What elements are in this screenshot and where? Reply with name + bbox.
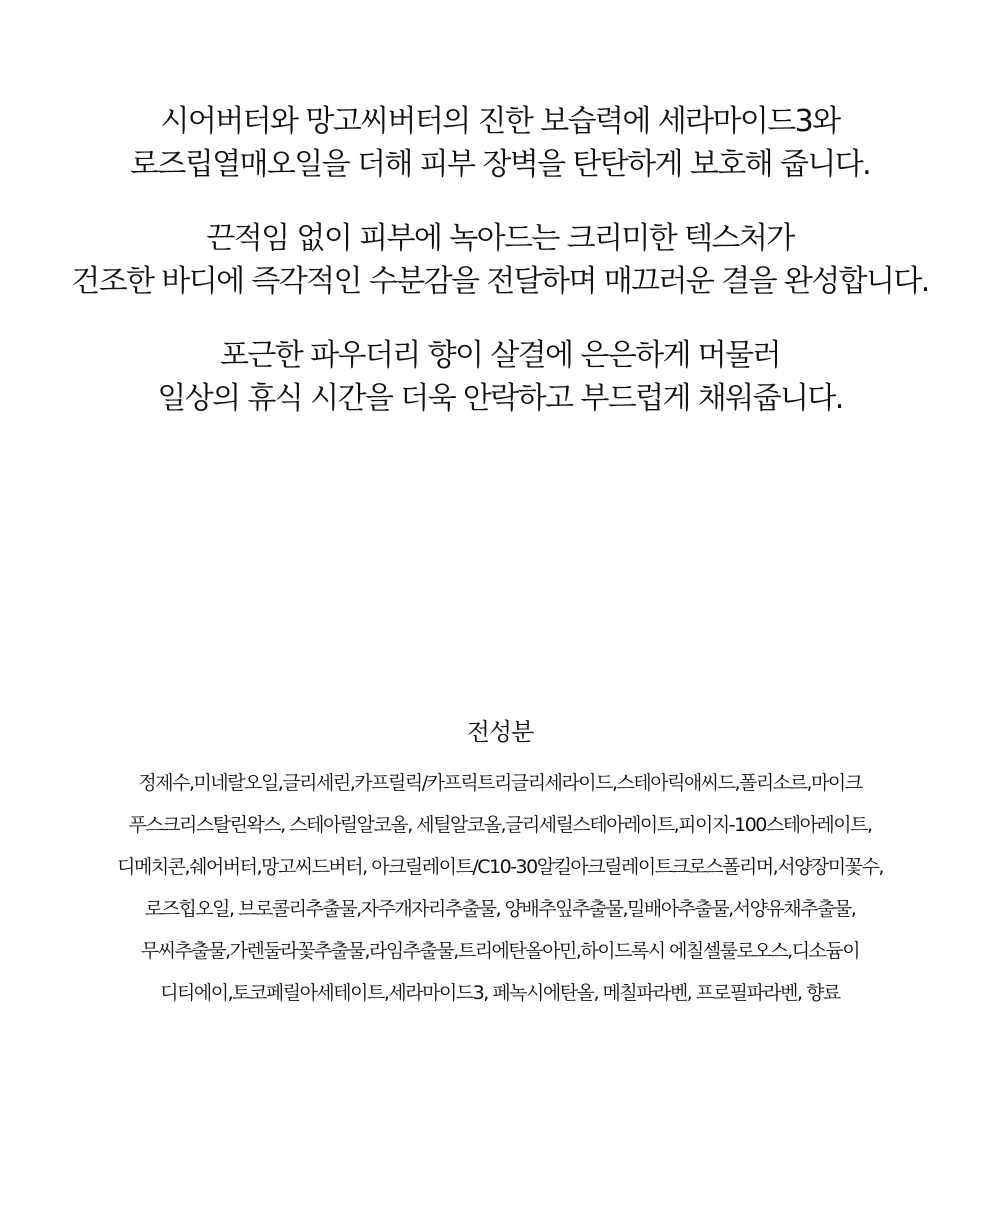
ingredients-line: 디메치콘,쉐어버터,망고씨드버터, 아크릴레이트/C10-30알킬아크릴레이트크로스폴리머,서양장미꽃수, xyxy=(117,856,883,878)
product-description xyxy=(0,100,1000,451)
description-paragraph xyxy=(0,217,1000,303)
ingredients-section xyxy=(0,712,1000,1014)
description-paragraph xyxy=(0,100,1000,186)
ingredients-line: 로즈힙오일, 브로콜리추출물,자주개자리추출물, 양배추잎추출물,밀배아추출물,서양유채추출물, xyxy=(144,898,856,920)
ingredients-line: 푸스크리스탈린왁스, 스테아릴알코올, 세틸알코올,글리세릴스테아레이트,피이지-100스테아레이트, xyxy=(128,814,872,836)
description-line: 건조한 바디에 즉각적인 수분감을 전달하며 매끄러운 결을 완성합니다. xyxy=(71,264,929,299)
ingredients-title: 전성분 xyxy=(466,718,534,746)
description-line: 시어버터와 망고씨버터의 진한 보습력에 세라마이드3와 xyxy=(160,104,840,139)
ingredients-line: 정제수,미네랄오일,글리세린,카프릴릭/카프릭트리글리세라이드,스테아릭애씨드,폴리소르,마이크 xyxy=(138,772,862,794)
description-paragraph xyxy=(0,334,1000,420)
description-line: 포근한 파우더리 향이 살결에 은은하게 머물러 xyxy=(220,338,780,373)
ingredients-line: 디티에이,토코페릴아세테이트,세라마이드3, 페녹시에탄올, 메칠파라벤, 프로필파라벤, 향료 xyxy=(160,982,840,1004)
ingredients-line: 무씨추출물,가렌둘라꽃추출물,라임추출물,트리에탄올아민,하이드록시 에칠셀룰로오스,디소듐이 xyxy=(140,940,860,962)
description-line: 끈적임 없이 피부에 녹아드는 크리미한 텍스처가 xyxy=(206,221,794,256)
description-line: 일상의 휴식 시간을 더욱 안락하고 부드럽게 채워줍니다. xyxy=(157,381,843,416)
description-line: 로즈립열매오일을 더해 피부 장벽을 탄탄하게 보호해 줍니다. xyxy=(129,147,871,182)
